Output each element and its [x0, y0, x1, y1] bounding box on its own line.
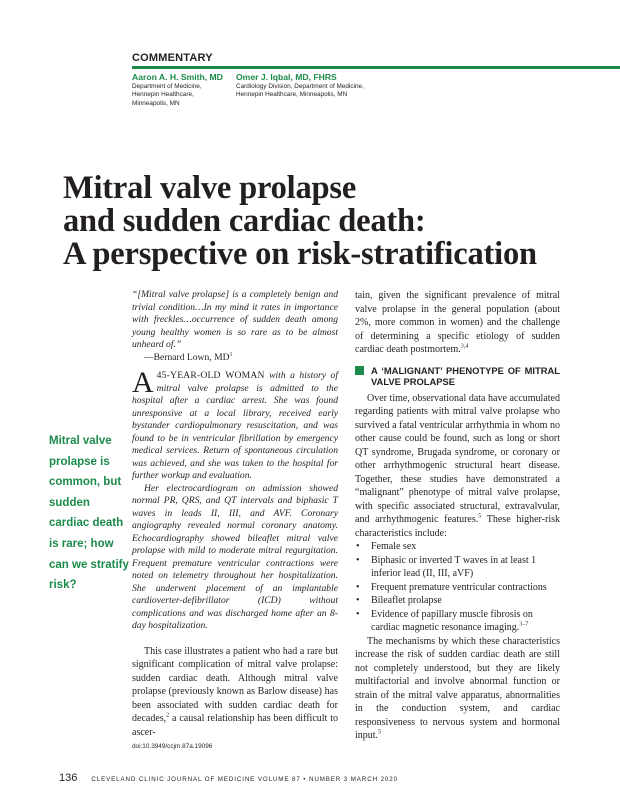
attribution-text: —Bernard Lown, MD [144, 351, 230, 363]
title-line: Mitral valve prolapse [63, 170, 357, 206]
author-name: Omer J. Iqbal, MD, FHRS [236, 72, 337, 82]
page-number: 136 [59, 772, 78, 784]
case-text: with a history of mitral valve prolapse is admitted to the hospital after a cardiac arrest. She was found unresponsive at a local library, received early bystander cardiopulmonary resuscitation, and was found to be in ventricular fibrillation by emergency medical services. Return of spontaneous circulation was achieved, and she was taken to the hospital for further workup and evaluation. [132, 370, 339, 481]
body-text: This case illustrates a patient who had a rare but significant complication of mitral valve prolapse: sudden cardiac death. Although mitral valve prolapse (previously known as Barlow disease) has been associated with sudden cardiac death for decades, [132, 645, 338, 724]
author-block-1 [132, 72, 232, 108]
case-paragraph: Her electrocardiogram on admission showed normal PR, QRS, and QT intervals and biphasic T waves in leads II, III, and AVF. Coronary angiography revealed normal coronary anatomy. Echocardiography showed bileaflet mitral valve prolapse with mild to moderate mitral regurgitation. Frequent premature ventricular contractions were noted on telemetry throughout her hospitalization. She underwent placement of an implantable cardioverter-defibrillator (ICD) without complications and was discharged home after an 8-day hospitalization. [132, 482, 338, 631]
author-affiliation-line: Minneapolis, MN [132, 99, 180, 107]
author-affiliation-line: Cardiology Division, Department of Medicine, [236, 83, 364, 90]
author-name: Aaron A. H. Smith, MD [132, 72, 223, 82]
reference-marker: 2 [166, 712, 170, 719]
list-item [355, 554, 560, 581]
section-label: COMMENTARY [132, 52, 213, 64]
case-vignette [132, 366, 339, 633]
right-column [355, 289, 560, 743]
author-affiliation-line: Hennepin Healthcare, [132, 91, 194, 99]
drop-cap: A [132, 366, 154, 399]
heading-text: A ‘MALIGNANT’ PHENOTYPE OF MITRAL VALVE PROLAPSE [371, 364, 560, 387]
body-text: a causal relationship has been difficult to ascer- [132, 713, 338, 738]
risk-feature-list [355, 540, 560, 635]
body-text: tain, given the significant prevalence of mitral valve prolapse in the general population (about 2%, more common in women) and the challenge of determining a specific etiology of sudden cardiac death postmortem. [355, 290, 560, 355]
list-item [355, 540, 560, 554]
section-heading [355, 365, 560, 387]
list-item-text: Bileaflet prolapse [371, 595, 442, 606]
epigraph-attribution [132, 352, 338, 365]
page-footer [59, 772, 398, 784]
title-line: and sudden cardiac death: [63, 203, 426, 239]
heading-square-icon [355, 366, 364, 375]
doi: doi:10.3949/ccjm.87a.19096 [132, 743, 213, 750]
body-paragraph [355, 289, 560, 357]
pull-quote: Mitral valve prolapse is common, but sudden cardiac death is rare; how can we stratify risk? [49, 435, 129, 592]
body-paragraph [355, 392, 560, 541]
epigraph-quote: “[Mitral valve prolapse] is a completely benign and trivial condition…In my mind it rates in importance with freckles…occurrence of sudden death among young healthy women is so rare as to be almost unheard of.” [132, 289, 338, 350]
list-item-text: Evidence of papillary muscle fibrosis on cardiac magnetic resonance imaging. [371, 608, 533, 633]
article-title [63, 172, 583, 271]
case-paragraph [132, 366, 339, 483]
section-rule [132, 66, 620, 69]
list-item-text: Female sex [371, 541, 417, 552]
list-item [355, 594, 560, 608]
body-paragraph [355, 635, 560, 743]
list-item-text: Biphasic or inverted T waves in at least 1 inferior lead (II, III, aVF) [371, 554, 537, 579]
body-text: These higher-risk characteristics include: [355, 514, 560, 539]
author-affiliation-line: Department of Medicine, [132, 83, 202, 90]
list-item [355, 581, 560, 595]
title-line: A perspective on risk-stratification [63, 236, 537, 272]
reference-marker: 3,4 [460, 343, 469, 350]
author-affiliation-line: Hennepin Healthcare, Minneapolis, MN [236, 91, 348, 99]
body-paragraph [132, 645, 338, 740]
left-column [132, 289, 338, 739]
reference-marker: 1 [229, 351, 233, 358]
case-lead-in: 45-YEAR-OLD WOMAN [156, 370, 265, 381]
reference-marker: 5 [378, 729, 382, 736]
body-text: The mechanisms by which these characteristics increase the risk of sudden cardiac death are still not completely understood, but they are likely multifactorial and involve abnormal function or strain of the mitral valve apparatus, abnormalities in the conduction system, and cardiac responsiveness to nervous system and hormonal input. [355, 635, 560, 741]
journal-citation: CLEVELAND CLINIC JOURNAL OF MEDICINE VOLUME 87 • NUMBER 3 MARCH 2020 [91, 776, 398, 783]
reference-marker: 3–7 [519, 621, 529, 628]
list-item-text: Frequent premature ventricular contractions [371, 581, 547, 593]
body-text: Over time, observational data have accumulated regarding patients with mitral valve prolapse who survived a fatal ventricular arrhythmia in whom no other cause could be found, such as long or short QT syndrome, Brugada syndrome, or coronary or other arrhythmogenic structural heart disease. Together, these studies have demonstrated a “malignant” phenotype of mitral valve prolapse, with specific associated structural, extravalvular, and arrhythmogenic features. [355, 392, 560, 525]
reference-marker: 5 [478, 513, 482, 520]
author-block-2 [236, 72, 376, 100]
list-item [355, 608, 560, 635]
